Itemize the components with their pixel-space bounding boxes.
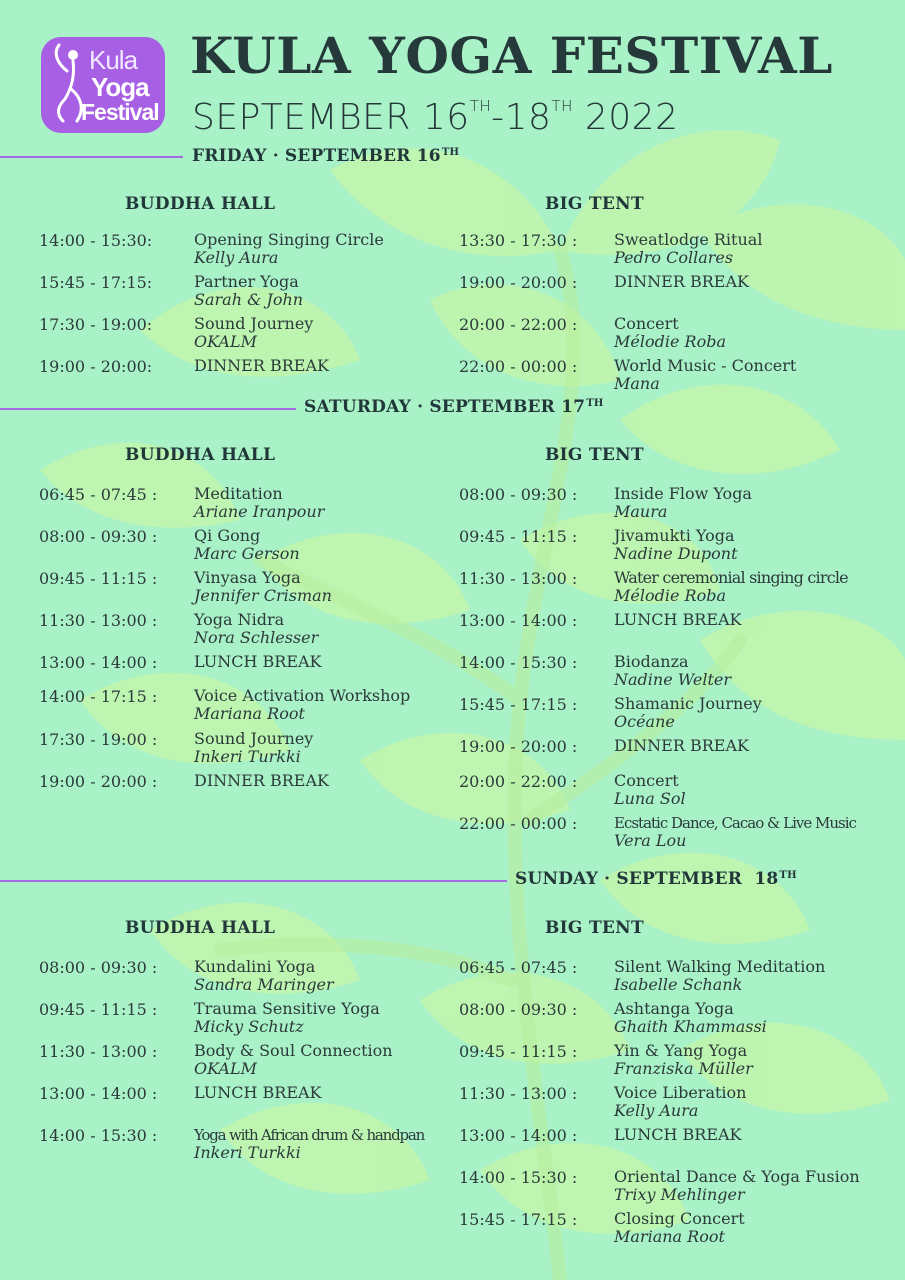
slot-time: 09:45 - 11:15 : [39,569,158,588]
slot-time: 14:00 - 15:30: [39,231,153,250]
day-divider [0,408,296,410]
slot-event: Vinyasa Yoga [194,568,301,587]
slot-event: Yin & Yang Yoga [614,1041,748,1060]
slot-time: 19:00 - 20:00 : [459,273,578,292]
logo-word-kula: Kula [89,45,138,75]
slot-event: Sweatlodge Ritual [614,230,763,249]
slot-time: 06:45 - 07:45 : [459,958,578,977]
slot-leader: Sandra Maringer [194,975,334,994]
festival-dates: SEPTEMBER 16TH-18TH 2022 [192,97,679,138]
logo-word-yoga: Yoga [91,72,149,102]
slot-leader: OKALM [194,1059,257,1078]
slot-event: Inside Flow Yoga [614,484,752,503]
slot-event: DINNER BREAK [194,356,329,375]
festival-logo [41,37,165,133]
slot-leader: Sarah & John [194,290,304,309]
slot-leader: Nora Schlesser [194,628,319,647]
slot-event: Shamanic Journey [614,694,762,713]
slot-leader: Mariana Root [194,704,305,723]
slot-time: 11:30 - 13:00 : [39,611,158,630]
venue-heading: BUDDHA HALL [125,445,276,465]
slot-time: 13:00 - 14:00 : [459,1126,578,1145]
slot-event: Opening Singing Circle [194,230,384,249]
slot-leader: Marc Gerson [194,544,300,563]
slot-event: Sound Journey [194,729,314,748]
venue-heading: BIG TENT [545,918,644,938]
slot-time: 20:00 - 22:00 : [459,315,578,334]
slot-time: 13:00 - 14:00 : [39,653,158,672]
slot-leader: Luna Sol [614,789,686,808]
slot-time: 14:00 - 15:30 : [459,1168,578,1187]
page-title: KULA YOGA FESTIVAL [190,26,833,85]
slot-event: Concert [614,314,679,333]
slot-leader: Nadine Welter [614,670,732,689]
slot-event: Silent Walking Meditation [614,957,826,976]
slot-event: Partner Yoga [194,272,299,291]
slot-time: 09:45 - 11:15 : [39,1000,158,1019]
day-divider [0,880,507,882]
slot-time: 11:30 - 13:00 : [459,1084,578,1103]
slot-event: Jivamukti Yoga [614,526,735,545]
slot-leader: Mélodie Roba [614,332,726,351]
slot-event: Sound Journey [194,314,314,333]
slot-time: 22:00 - 00:00 : [459,814,578,833]
day-heading-saturday: SATURDAY · SEPTEMBER 17TH [304,397,604,417]
slot-leader: Franziska Müller [614,1059,753,1078]
slot-leader: Inkeri Turkki [194,1143,301,1162]
slot-event: Yoga with African drum & handpan [194,1126,425,1144]
festival-header [0,0,905,140]
venue-heading: BIG TENT [545,194,644,214]
slot-time: 08:00 - 09:30 : [39,527,158,546]
slot-leader: Maura [614,502,668,521]
slot-time: 22:00 - 00:00 : [459,357,578,376]
slot-leader: Jennifer Crisman [194,586,332,605]
slot-time: 17:30 - 19:00 : [39,730,158,749]
slot-leader: Mana [614,374,660,393]
slot-event: LUNCH BREAK [194,652,322,671]
slot-event: Voice Activation Workshop [194,686,411,705]
slot-event: Concert [614,771,679,790]
venue-heading: BIG TENT [545,445,644,465]
slot-leader: Trixy Mehlinger [614,1185,745,1204]
slot-time: 15:45 - 17:15 : [459,1210,578,1229]
slot-time: 19:00 - 20:00: [39,357,153,376]
slot-event: DINNER BREAK [194,771,329,790]
slot-time: 14:00 - 17:15 : [39,687,158,706]
slot-time: 15:45 - 17:15: [39,273,153,292]
slot-event: LUNCH BREAK [194,1083,322,1102]
slot-time: 08:00 - 09:30 : [459,1000,578,1019]
slot-event: LUNCH BREAK [614,610,742,629]
slot-time: 08:00 - 09:30 : [39,958,158,977]
venue-heading: BUDDHA HALL [125,918,276,938]
venue-heading: BUDDHA HALL [125,194,276,214]
slot-time: 06:45 - 07:45 : [39,485,158,504]
slot-event: LUNCH BREAK [614,1125,742,1144]
slot-leader: Kelly Aura [194,248,279,267]
slot-time: 13:00 - 14:00 : [459,611,578,630]
slot-leader: Kelly Aura [614,1101,699,1120]
slot-time: 11:30 - 13:00 : [459,569,578,588]
day-heading-sunday: SUNDAY · SEPTEMBER 18TH [515,869,797,889]
slot-time: 17:30 - 19:00: [39,315,153,334]
slot-event: Oriental Dance & Yoga Fusion [614,1167,860,1186]
slot-event: DINNER BREAK [614,272,749,291]
slot-time: 19:00 - 20:00 : [39,772,158,791]
slot-event: Kundalini Yoga [194,957,316,976]
slot-event: DINNER BREAK [614,736,749,755]
slot-leader: Ariane Iranpour [194,502,325,521]
slot-leader: Mariana Root [614,1227,725,1246]
slot-time: 09:45 - 11:15 : [459,1042,578,1061]
slot-leader: OKALM [194,332,257,351]
slot-time: 11:30 - 13:00 : [39,1042,158,1061]
slot-event: Closing Concert [614,1209,745,1228]
slot-leader: Océane [614,712,675,731]
slot-leader: Pedro Collares [614,248,734,267]
slot-event: Ecstatic Dance, Cacao & Live Music [614,814,856,832]
slot-time: 14:00 - 15:30 : [39,1126,158,1145]
slot-event: Biodanza [614,652,689,671]
slot-time: 15:45 - 17:15 : [459,695,578,714]
slot-time: 13:00 - 14:00 : [39,1084,158,1103]
slot-event: Body & Soul Connection [194,1041,393,1060]
slot-leader: Ghaith Khammassi [614,1017,767,1036]
slot-leader: Vera Lou [614,831,687,850]
slot-event: Qi Gong [194,526,261,545]
day-heading-friday: FRIDAY · SEPTEMBER 16TH [192,146,460,166]
slot-leader: Micky Schutz [194,1017,304,1036]
slot-time: 09:45 - 11:15 : [459,527,578,546]
logo-word-festival: Festival [81,99,159,125]
slot-event: Trauma Sensitive Yoga [194,999,380,1018]
slot-time: 20:00 - 22:00 : [459,772,578,791]
slot-time: 13:30 - 17:30 : [459,231,578,250]
slot-leader: Mélodie Roba [614,586,726,605]
slot-leader: Inkeri Turkki [194,747,301,766]
slot-leader: Nadine Dupont [614,544,738,563]
slot-event: Water ceremonial singing circle [614,568,848,587]
day-divider [0,156,183,158]
slot-time: 14:00 - 15:30 : [459,653,578,672]
slot-leader: Isabelle Schank [614,975,743,994]
slot-event: Meditation [194,484,283,503]
slot-event: Ashtanga Yoga [614,999,734,1018]
slot-event: Yoga Nidra [194,610,285,629]
slot-event: Voice Liberation [614,1083,747,1102]
slot-time: 08:00 - 09:30 : [459,485,578,504]
slot-event: World Music - Concert [614,356,797,375]
slot-time: 19:00 - 20:00 : [459,737,578,756]
